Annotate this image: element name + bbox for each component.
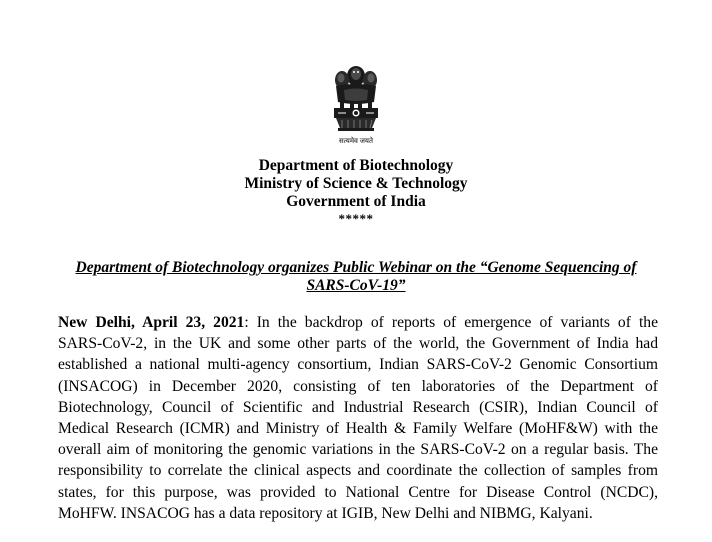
body-line-2: SARS-CoV-2, in the UK and some other parts of the world, the Government of India had (58, 335, 658, 353)
national-emblem-icon (326, 62, 386, 148)
document-header (0, 157, 712, 227)
ministry-name: Ministry of Science & Technology (244, 175, 468, 192)
header-separator: ***** (338, 211, 374, 226)
headline-line-1: Department of Biotechnology organizes Public Webinar on the “Genome Sequencing of (75, 259, 637, 276)
headline-line-2: SARS-CoV-19” (306, 277, 406, 294)
body-line-3: established a national multi-agency consortium, Indian SARS-CoV-2 Genomic Consortium (58, 356, 658, 374)
body-line-7: overall aim of monitoring the genomic variations in the SARS-CoV-2 on a regular basis. The (58, 441, 658, 459)
department-name: Department of Biotechnology (258, 157, 454, 174)
press-release-headline (56, 259, 656, 295)
body-line-9: states, for this purpose, was provided to National Centre for Disease Control (NCDC), (58, 483, 658, 501)
body-line-4: (INSACOG) in December 2020, consisting of ten laboratories of the Department of (58, 377, 658, 395)
body-line-5: Biotechnology, Council of Scientific and Industrial Research (CSIR), Indian Council of (58, 398, 658, 416)
body-line-6: Medical Research (ICMR) and Ministry of Health & Family Welfare (MoHF&W) with the (58, 420, 658, 438)
press-release-body (58, 312, 658, 524)
body-line-8: responsibility to correlate the clinical aspects and coordinate the collection of samples from (58, 462, 658, 480)
government-name: Government of India (286, 193, 426, 210)
body-line-1-text: : In the backdrop of reports of emergence of variants of the (244, 314, 658, 331)
body-line-1 (58, 312, 658, 333)
emblem-motto: सत्यमेव जयते (339, 137, 373, 145)
body-line-10: MoHFW. INSACOG has a data repository at IGIB, New Delhi and NIBMG, Kalyani. (58, 504, 593, 522)
dateline: New Delhi, April 23, 2021 (58, 314, 245, 331)
